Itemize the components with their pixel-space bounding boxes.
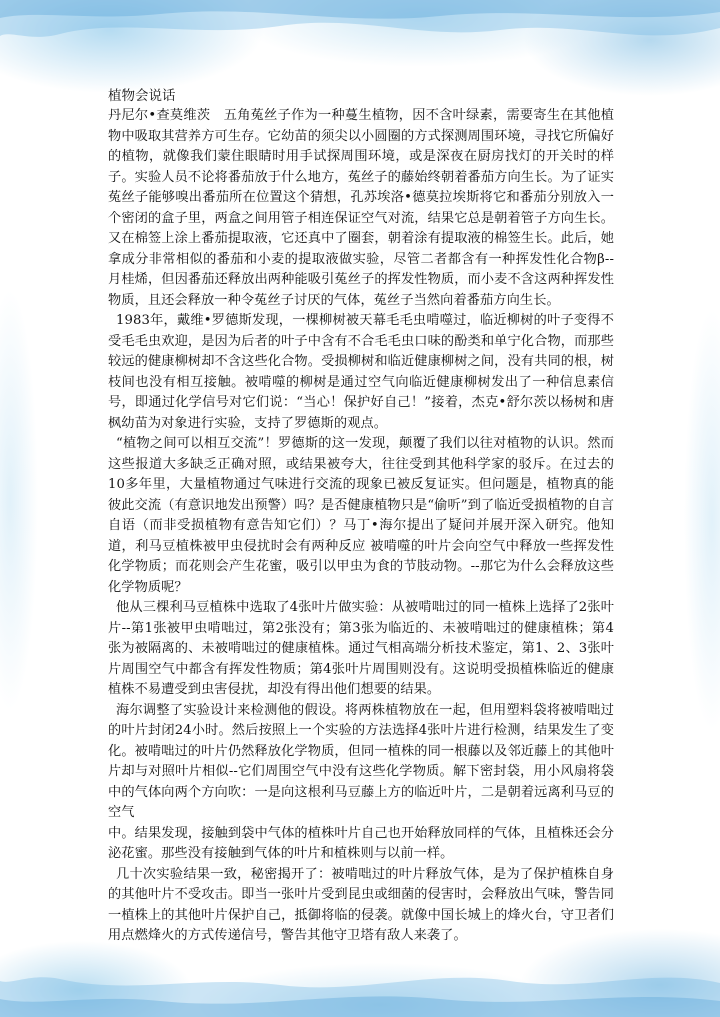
paragraph-3: “植物之间可以相互交流”！罗德斯的这一发现，颠覆了我们以往对植物的认识。然而这些报道大多缺乏正确对照，或结果被夸大，往往受到其他科学家的驳斥。在过去的10多年里，大量植物通过气味进行交流的现象已被反复证实。但问题是，植物真的能彼此交流（有意识地发出预警）吗？是否健康植物只是“偷听”到了临近受损植物的自言自语（而非受损植物有意告知它们）？马丁•海尔提出了疑问并展开深入研究。他知道，利马豆植株被甲虫侵扰时会有两种反应 被啃噬的叶片会向空气中释放一些挥发性化学物质；而花则会产生花蜜，吸引以甲虫为食的节肢动物。--那它为什么会释放这些化学物质呢？: [108, 436, 614, 595]
paragraph-2: 1983年，戴维•罗德斯发现，一棵柳树被天幕毛毛虫啃噬过，临近柳树的叶子变得不受毛毛虫欢迎，是因为后者的叶子中含有不合毛毛虫口味的酚类和单宁化合物，而那些较远的健康柳树却不含这些化合物。受损柳树和临近健康柳树之间，没有共同的根，树枝间也没有相互接触。被啃噬的柳树是通过空气向临近健康柳树发出了一种信息素信号，即通过化学信号对它们说：“当心！保护好自己！”接着，杰克•舒尔茨以杨树和唐枫幼苗为对象进行实验，支持了罗德斯的观点。: [108, 313, 614, 431]
paragraph-7: 几十次实验结果一致，秘密揭开了：被啃咄过的叶片释放气体，是为了保护植株自身的其他叶片不受攻击。即当一张叶片受到昆虫或细菌的侵害时，会释放出气味，警告同一植株上的其他叶片保护自己，抵御将临的侵袭。就像中国长城上的烽火台，守卫者们用点燃烽火的方式传递信号，警告其他守卫塔有敌人来袭了。: [108, 866, 614, 943]
watercolor-border-bottom: [0, 937, 720, 1017]
paragraph-5: 海尔调整了实验设计来检测他的假设。将两株植物放在一起，但用塑料袋将被啃咄过的叶片封闭24小时。然后按照上一个实验的方法选择4张叶片进行检测，结果发生了变化。被啃咄过的叶片仍然释放化学物质，但同一植株的同一根藤以及邻近藤上的其他叶片却与对照叶片相似--它们周围空气中没有这些化学物质。解下密封袋，用小风扇将袋中的气体向两个方向吹：一是向这根利马豆藤上方的临近叶片，二是朝着远离利马豆的空气: [108, 702, 614, 820]
paragraph-4: 他从三棵利马豆植株中选取了4张叶片做实验：从被啃咄过的同一植株上选择了2张叶片--第1张被甲虫啃咄过，第2张没有；第3张为临近的、未被啃咄过的健康植株；第4张为被隔离的、未被啃咄过的健康植株。通过气相高端分析技术鉴定，第1、2、3张叶片周围空气中都含有挥发性物质；第4张叶片周围则没有。这说明受损植株临近的健康植株不易遭受到虫害侵扰，却没有得出他们想要的结果。: [108, 600, 614, 697]
document-title: 植物会说话: [108, 88, 176, 104]
document-body: [108, 86, 614, 947]
watercolor-border-top: [0, 0, 720, 80]
paragraph-1: 丹尼尔•查莫维茨 五角菟丝子作为一种蔓生植物，因不含叶绿素，需要寄生在其他植物中吸取其营养方可生存。它幼苗的须尖以小圆圈的方式探测周围环境，寻找它所偏好的植物，就像我们蒙住眼睛时用手试探周围环境，或是深夜在厨房找灯的开关时的样子。实验人员不论将番茄放于什么地方，菟丝子的藤始终朝着番茄方向生长。为了证实菟丝子能够嗅出番茄所在位置这个猜想，孔苏埃洛•德莫拉埃斯将它和番茄分别放入一个密闭的盒子里，两盒之间用管子相连保证空气对流，结果它总是朝着管子方向生长。又在棉签上涂上番茄提取液，它还真中了圈套，朝着涂有提取液的棉签生长。此后，她拿成分非常相似的番茄和小麦的提取液做实验，尽管二者都含有一种挥发性化合物β--月桂烯，但因番茄还释放出两种能吸引菟丝子的挥发性物质，而小麦不含这两种挥发性物质，且还会释放一种令菟丝子讨厌的气体，菟丝子当然向着番茄方向生长。: [108, 108, 614, 308]
paragraph-6: 中。结果发现，接触到袋中气体的植株叶片自己也开始释放同样的气体，且植株还会分泌花蜜。那些没有接触到气体的叶片和植株则与以前一样。: [108, 825, 614, 861]
